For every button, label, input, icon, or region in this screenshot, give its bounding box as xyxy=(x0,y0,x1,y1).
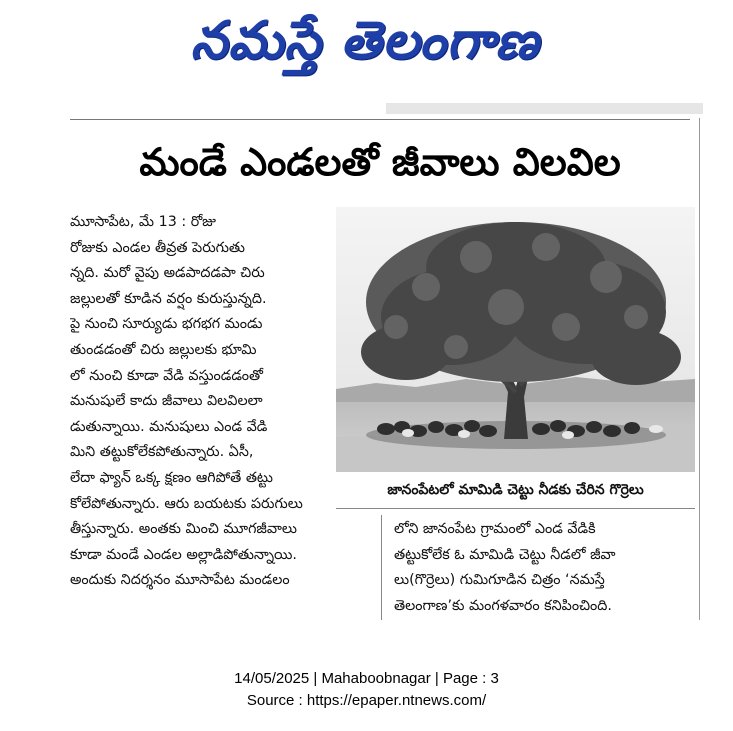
column-divider xyxy=(381,515,382,620)
article-text-line: లు(గొర్రెలు) గుమిగూడిన చిత్రం ‘నమస్తే xyxy=(394,572,605,589)
page-footer xyxy=(0,668,733,712)
article-text-line: తుండడంతో చిరు జల్లులకు భూమి xyxy=(70,341,257,358)
article-body-right xyxy=(394,517,700,619)
article-photo xyxy=(336,207,695,472)
tree-photo-illustration xyxy=(336,207,695,472)
source-link[interactable]: Source : https://epaper.ntnews.com/ xyxy=(246,692,487,709)
article-text-line: కూడా మండే ఎండల అల్లాడిపోతున్నాయి. xyxy=(70,546,297,563)
divider xyxy=(336,508,695,509)
article-text-line: జల్లులతో కూడిన వర్షం కురుస్తున్నది. xyxy=(70,290,267,307)
article-headline: మండే ఎండలతో జీవాలు విలవిల xyxy=(139,140,621,184)
article-text-line: మనుషులే కాదు జీవాలు విలవిలలా xyxy=(70,393,263,410)
article-text-line: లో నుంచి కూడా వేడి వస్తుండడంతో xyxy=(70,367,263,384)
article-text-line: లేదా ఫ్యాన్ ఒక్క క్షణం ఆగిపోతే తట్టు xyxy=(70,469,273,486)
article-text-line: మూసాపేట, మే 13 : రోజు xyxy=(70,214,217,230)
divider xyxy=(70,119,690,120)
article-text-line: న్నది. మరో వైపు అడపాదడపా చిరు xyxy=(70,265,265,282)
article-text-line: తట్టుకోలేక ఓ మామిడి చెట్టు నీడలో జీవా xyxy=(394,546,616,563)
article-text-line: అందుకు నిదర్శనం మూసాపేట మండలం xyxy=(70,572,290,589)
masthead-logo: నమస్తే తెలంగాణ xyxy=(190,10,540,71)
article-text-line: కోలేపోతున్నారు. ఆరు బయటకు పరుగులు xyxy=(70,495,303,512)
article-text-line: మిని తట్టుకోలేకపోతున్నారు. ఏసీ, xyxy=(70,444,254,461)
article-text-line: తీస్తున్నారు. అంతకు మించి మూగజీవాలు xyxy=(70,521,297,538)
article-text-line: తెలంగాణ’కు మంగళవారం కనిపించింది. xyxy=(394,597,612,614)
article-text-line: రోజుకు ఎండల తీవ్రత పెరుగుతు xyxy=(70,239,246,256)
article-text-line: లోని జానంపేట గ్రామంలో ఎండ వేడికి xyxy=(394,521,596,537)
masthead-band xyxy=(386,103,703,114)
article-text-line: పై నుంచి సూర్యుడు భగభగ మండు xyxy=(70,316,263,333)
article-text-line: డుతున్నాయి. మనుషులు ఎండ వేడి xyxy=(70,418,268,435)
photo-caption: జానంపేటలో మామిడి చెట్టు నీడకు చేరిన గొర్రెలు xyxy=(387,482,644,498)
edition-info: 14/05/2025 | Mahaboobnagar | Page : 3 xyxy=(234,670,499,687)
